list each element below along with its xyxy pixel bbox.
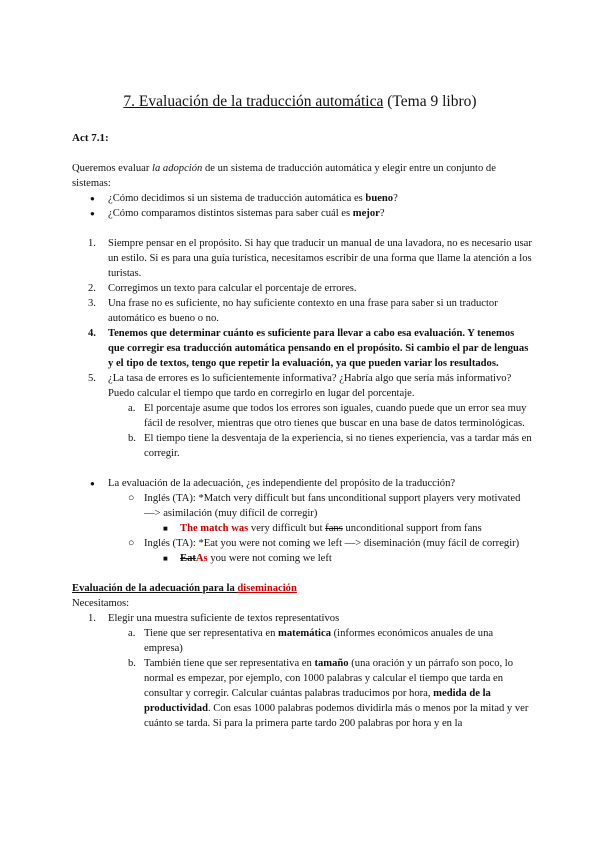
item-text: (informes económicos anuales de una empresa): [144, 628, 494, 654]
heading-highlight: diseminación: [237, 583, 297, 594]
item-text: . Con esas 1000 palabras podemos dividirla más o menos por la mitad y ver cuánto se tarda. Si para la primera parte tardo 200 palabras por hora y en la: [144, 703, 529, 729]
deleted-text: fans: [325, 523, 343, 534]
number-marker: 4.: [88, 328, 96, 339]
need-item-1: [72, 611, 532, 626]
numbered-item-5: [72, 371, 532, 401]
need-sub-item-b: [72, 656, 532, 731]
section-intro: [72, 161, 532, 731]
item-text: Inglés (TA): *Eat you were not coming we left —> diseminación (muy fácil de corregir): [144, 538, 520, 549]
number-marker: 5.: [88, 373, 96, 384]
spacer: [72, 461, 532, 476]
adequacy-question: [72, 476, 532, 491]
spacer: [72, 221, 532, 236]
numbered-item-2: [72, 281, 532, 296]
letter-marker: a.: [128, 403, 136, 414]
question-item-2: [72, 206, 532, 221]
item-bold: medida de la productividad: [144, 688, 491, 714]
item-bold: tamaño: [314, 658, 349, 669]
item-text: Elegir una muestra suficiente de textos representativos: [108, 613, 340, 624]
numbered-item-4: [72, 326, 532, 371]
question-end: ?: [379, 208, 385, 219]
letter-marker: b.: [128, 658, 136, 669]
question-item-1: [72, 191, 532, 206]
example-2: [72, 536, 532, 551]
question-bold: mejor: [352, 208, 380, 219]
question-end: ?: [393, 193, 398, 204]
item-text: Tenemos que determinar cuánto es suficiente para llevar a cabo esa evaluación. Y tenemos que corregir esa traducción automática pensando en el propósito. Si cambio el par de lenguas y el tipo de textos, tengo que repetir la evaluación, ya que pueden variar los resultados.: [108, 328, 529, 369]
letter-marker: a.: [128, 628, 136, 639]
heading-text: Evaluación de la adecuación para la: [72, 583, 238, 594]
item-text: (una oración y un párrafo son poco, lo normal es empezar, por ejemplo, con 1000 palabras y calcular el tiempo que tarda en consultar y corregir. Calcular cuántas palabras traducimos por hora,: [144, 658, 514, 699]
section-heading: [72, 581, 532, 596]
circle-bullet-icon: ○: [128, 493, 135, 504]
item-text: you were not coming we left: [207, 553, 332, 564]
intro-text-1: Queremos evaluar: [72, 163, 153, 174]
sub-item-a: [72, 401, 532, 431]
bullet-icon: ●: [90, 209, 95, 218]
intro-italic: la adopción: [152, 163, 203, 174]
number-marker: 2.: [88, 283, 96, 294]
item-bold: matemática: [278, 628, 331, 639]
numbered-item-1: [72, 236, 532, 281]
intro-text-2: de un sistema de traducción automática y elegir entre un conjunto de sistemas:: [72, 163, 496, 189]
title-suffix: (Tema 9 libro): [383, 93, 477, 110]
item-text: Tiene que ser representativa en: [144, 628, 279, 639]
question-bold: bueno: [365, 193, 394, 204]
intro-paragraph: [72, 161, 532, 191]
square-bullet-icon: ■: [163, 524, 168, 533]
letter-marker: b.: [128, 433, 136, 444]
question-text: ¿Cómo comparamos distintos sistemas para saber cuál es: [108, 208, 353, 219]
example-2-correction: [72, 551, 532, 566]
need-label: Necesitamos:: [72, 598, 130, 609]
act-label: Act 7.1:: [72, 132, 109, 144]
bullet-icon: ●: [90, 479, 95, 488]
inserted-text: The match was: [180, 523, 249, 534]
item-text: Siempre pensar en el propósito. Si hay que traducir un manual de una lavadora, no es necesario usar un estilo. Si es para una guía turística, necesitamos escribir de una forma que llame la atención a los turistas.: [108, 238, 532, 279]
bullet-icon: ●: [90, 194, 95, 203]
item-text: ¿La tasa de errores es lo suficientemente informativa? ¿Habría algo que sería más informativo? Puedo calcular el tiempo que tardo en corregirlo en lugar del porcentaje.: [108, 373, 512, 399]
page-title: [0, 92, 600, 112]
question-text: ¿Cómo decidimos si un sistema de traducción automática es: [108, 193, 366, 204]
circle-bullet-icon: ○: [128, 538, 135, 549]
spacer: [72, 566, 532, 581]
sub-item-b: [72, 431, 532, 461]
need-sub-item-a: [72, 626, 532, 656]
deleted-text: Eat: [180, 553, 196, 564]
item-text: Una frase no es suficiente, no hay suficiente contexto en una frase para saber si un traductor automático es bueno o no.: [108, 298, 498, 324]
item-text: La evaluación de la adecuación, ¿es independiente del propósito de la traducción?: [108, 478, 456, 489]
example-1: [72, 491, 532, 521]
item-text: Inglés (TA): *Match very difficult but fans unconditional support players very motivated —> asimilación (muy difícil de corregir): [144, 493, 521, 519]
number-marker: 1.: [88, 613, 96, 624]
example-1-correction: [72, 521, 532, 536]
number-marker: 3.: [88, 298, 96, 309]
item-text: También tiene que ser representativa en: [144, 658, 315, 669]
inserted-text: As: [195, 553, 208, 564]
item-text: very difficult but: [248, 523, 326, 534]
item-text: unconditional support from fans: [342, 523, 482, 534]
number-marker: 1.: [88, 238, 96, 249]
item-text: El tiempo tiene la desventaja de la experiencia, si no tienes experiencia, vas a tardar más en corregir.: [144, 433, 532, 459]
title-main: 7. Evaluación de la traducción automática: [123, 93, 384, 110]
square-bullet-icon: ■: [163, 554, 168, 563]
item-text: Corregimos un texto para calcular el porcentaje de errores.: [108, 283, 357, 294]
numbered-item-3: [72, 296, 532, 326]
item-text: El porcentaje asume que todos los errores son iguales, cuando puede que un error sea muy fácil de resolver, mientras que otro tienes que buscar en una base de datos terminológicas.: [144, 403, 527, 429]
